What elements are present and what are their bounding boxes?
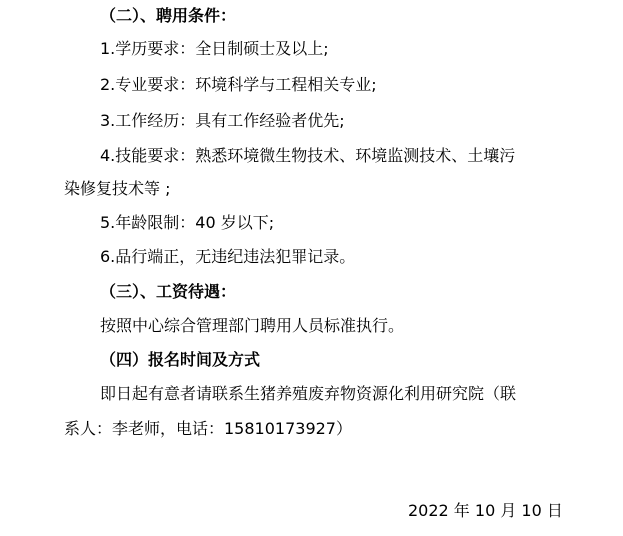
salary-text: 按照中心综合管理部门聘用人员标准执行。 bbox=[100, 316, 405, 335]
requirement-item-experience: 3.工作经历：具有工作经验者优先; bbox=[100, 111, 345, 130]
requirement-item-conduct: 6.品行端正，无违纪违法犯罪记录。 bbox=[100, 247, 356, 266]
requirement-item-education: 1.学历要求：全日制硕士及以上; bbox=[100, 39, 329, 58]
requirement-item-skills: 4.技能要求：熟悉环境微生物技术、环境监测技术、土壤污 bbox=[100, 146, 516, 165]
requirement-item-skills-continued: 染修复技术等 ; bbox=[64, 179, 171, 198]
section-heading-salary: （三）、工资待遇： bbox=[100, 282, 237, 301]
requirement-item-age: 5.年龄限制：40 岁以下; bbox=[100, 213, 275, 232]
section-heading-requirements: （二）、聘用条件： bbox=[100, 6, 237, 25]
requirement-item-major: 2.专业要求：环境科学与工程相关专业; bbox=[100, 75, 377, 94]
application-text-line-1: 即日起有意者请联系生猪养殖废弃物资源化利用研究院（联 bbox=[100, 384, 517, 403]
application-text-line-2: 系人：李老师，电话：15810173927） bbox=[64, 419, 352, 438]
issue-date: 2022 年 10 月 10 日 bbox=[408, 501, 563, 520]
section-heading-application: （四）报名时间及方式 bbox=[100, 350, 261, 369]
